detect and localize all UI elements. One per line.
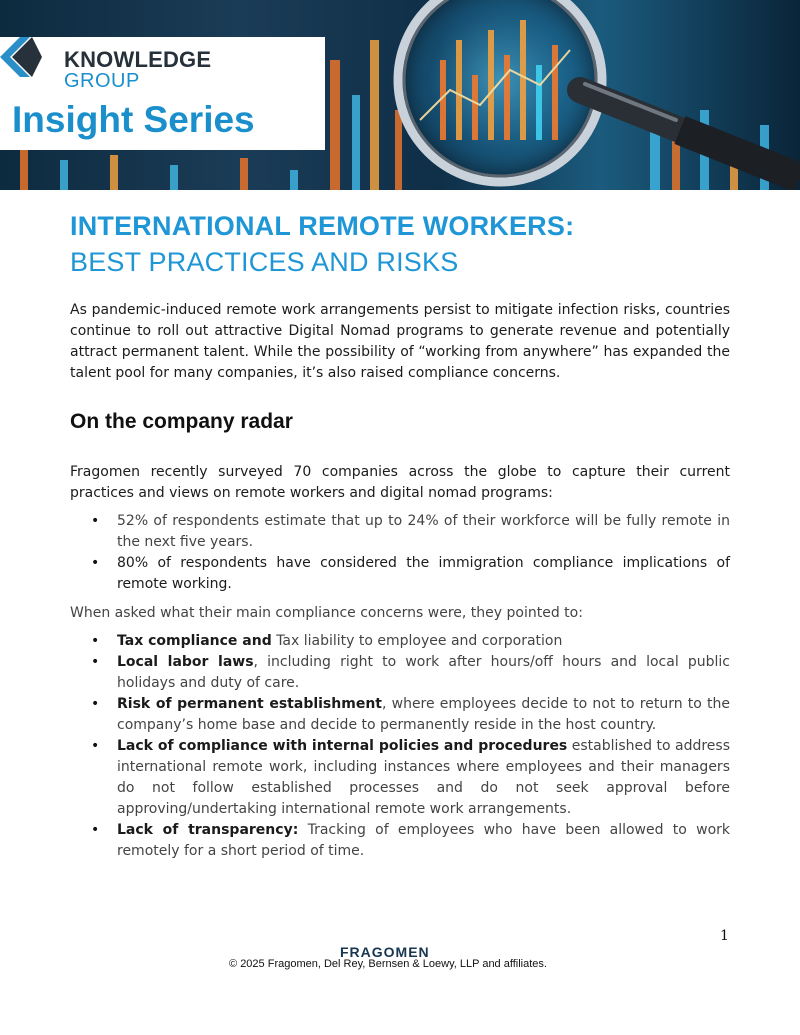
- concerns-bullet-list: [70, 631, 730, 862]
- document-body: [70, 300, 730, 870]
- list-item: [70, 631, 730, 652]
- list-item: • 80% of respondents have considered the immigration compliance implications of remote working.: [70, 553, 730, 595]
- series-title: Insight Series: [12, 99, 255, 140]
- concern-text: Tax liability to employee and corporation: [271, 633, 563, 649]
- concern-text: Tracking of employees who have been allowed to work remotely for a short period of time.: [117, 822, 730, 859]
- concern-bold: Lack of compliance with internal policies and procedures: [117, 738, 568, 754]
- knowledge-group-logo: [0, 37, 325, 150]
- logo-line1: KNOWLEDGE: [64, 47, 212, 72]
- intro-paragraph: As pandemic-induced remote work arrangements persist to mitigate infection risks, countries continue to roll out attractive Digital Nomad programs to generate revenue and potentially attract permanent talent. While the possibility of “working from anywhere” has expanded the talent pool for many companies, it’s also raised compliance concerns.: [70, 302, 730, 381]
- chevron-logo-icon: [0, 37, 42, 77]
- logo-line2: GROUP: [64, 70, 140, 92]
- concern-text: , where employees decide to not to return to the company’s home base and decide to permanently reside in the host country.: [117, 696, 730, 733]
- list-item: • 52% of respondents estimate that up to 24% of their workforce will be fully remote in the next five years.: [70, 511, 730, 553]
- header-banner: [0, 0, 800, 190]
- concern-bold: Tax compliance and: [117, 633, 272, 649]
- survey-paragraph: Fragomen recently surveyed 70 companies across the globe to capture their current practices and views on remote workers and digital nomad programs:: [70, 464, 730, 501]
- survey-bullet-list: [70, 511, 730, 595]
- list-item: [70, 694, 730, 736]
- document-title-line1: INTERNATIONAL REMOTE WORKERS:: [70, 211, 575, 241]
- concerns-paragraph: When asked what their main compliance concerns were, they pointed to:: [70, 605, 583, 621]
- copyright-notice: © 2025 Fragomen, Del Rey, Bernsen & Loewy, LLP and affiliates.: [229, 958, 547, 970]
- section-heading: On the company radar: [70, 410, 293, 433]
- list-item: [70, 820, 730, 862]
- concern-text: established to address international remote work, including instances where employees and their managers do not follow established processes and do not seek approval before approving/undertaking international remote work arrangements.: [117, 738, 731, 817]
- fragomen-logo: FRAGOMEN: [340, 944, 430, 960]
- list-item: [70, 736, 730, 820]
- concern-bold: Lack of transparency:: [117, 822, 299, 838]
- concern-text: , including right to work after hours/off hours and local public holidays and duty of care.: [117, 654, 730, 691]
- concern-bold: Local labor laws: [117, 654, 254, 670]
- concern-bold: Risk of permanent establishment: [117, 696, 382, 712]
- page-number: 1: [720, 928, 729, 944]
- list-item: [70, 652, 730, 694]
- document-title-line2: BEST PRACTICES AND RISKS: [70, 247, 459, 277]
